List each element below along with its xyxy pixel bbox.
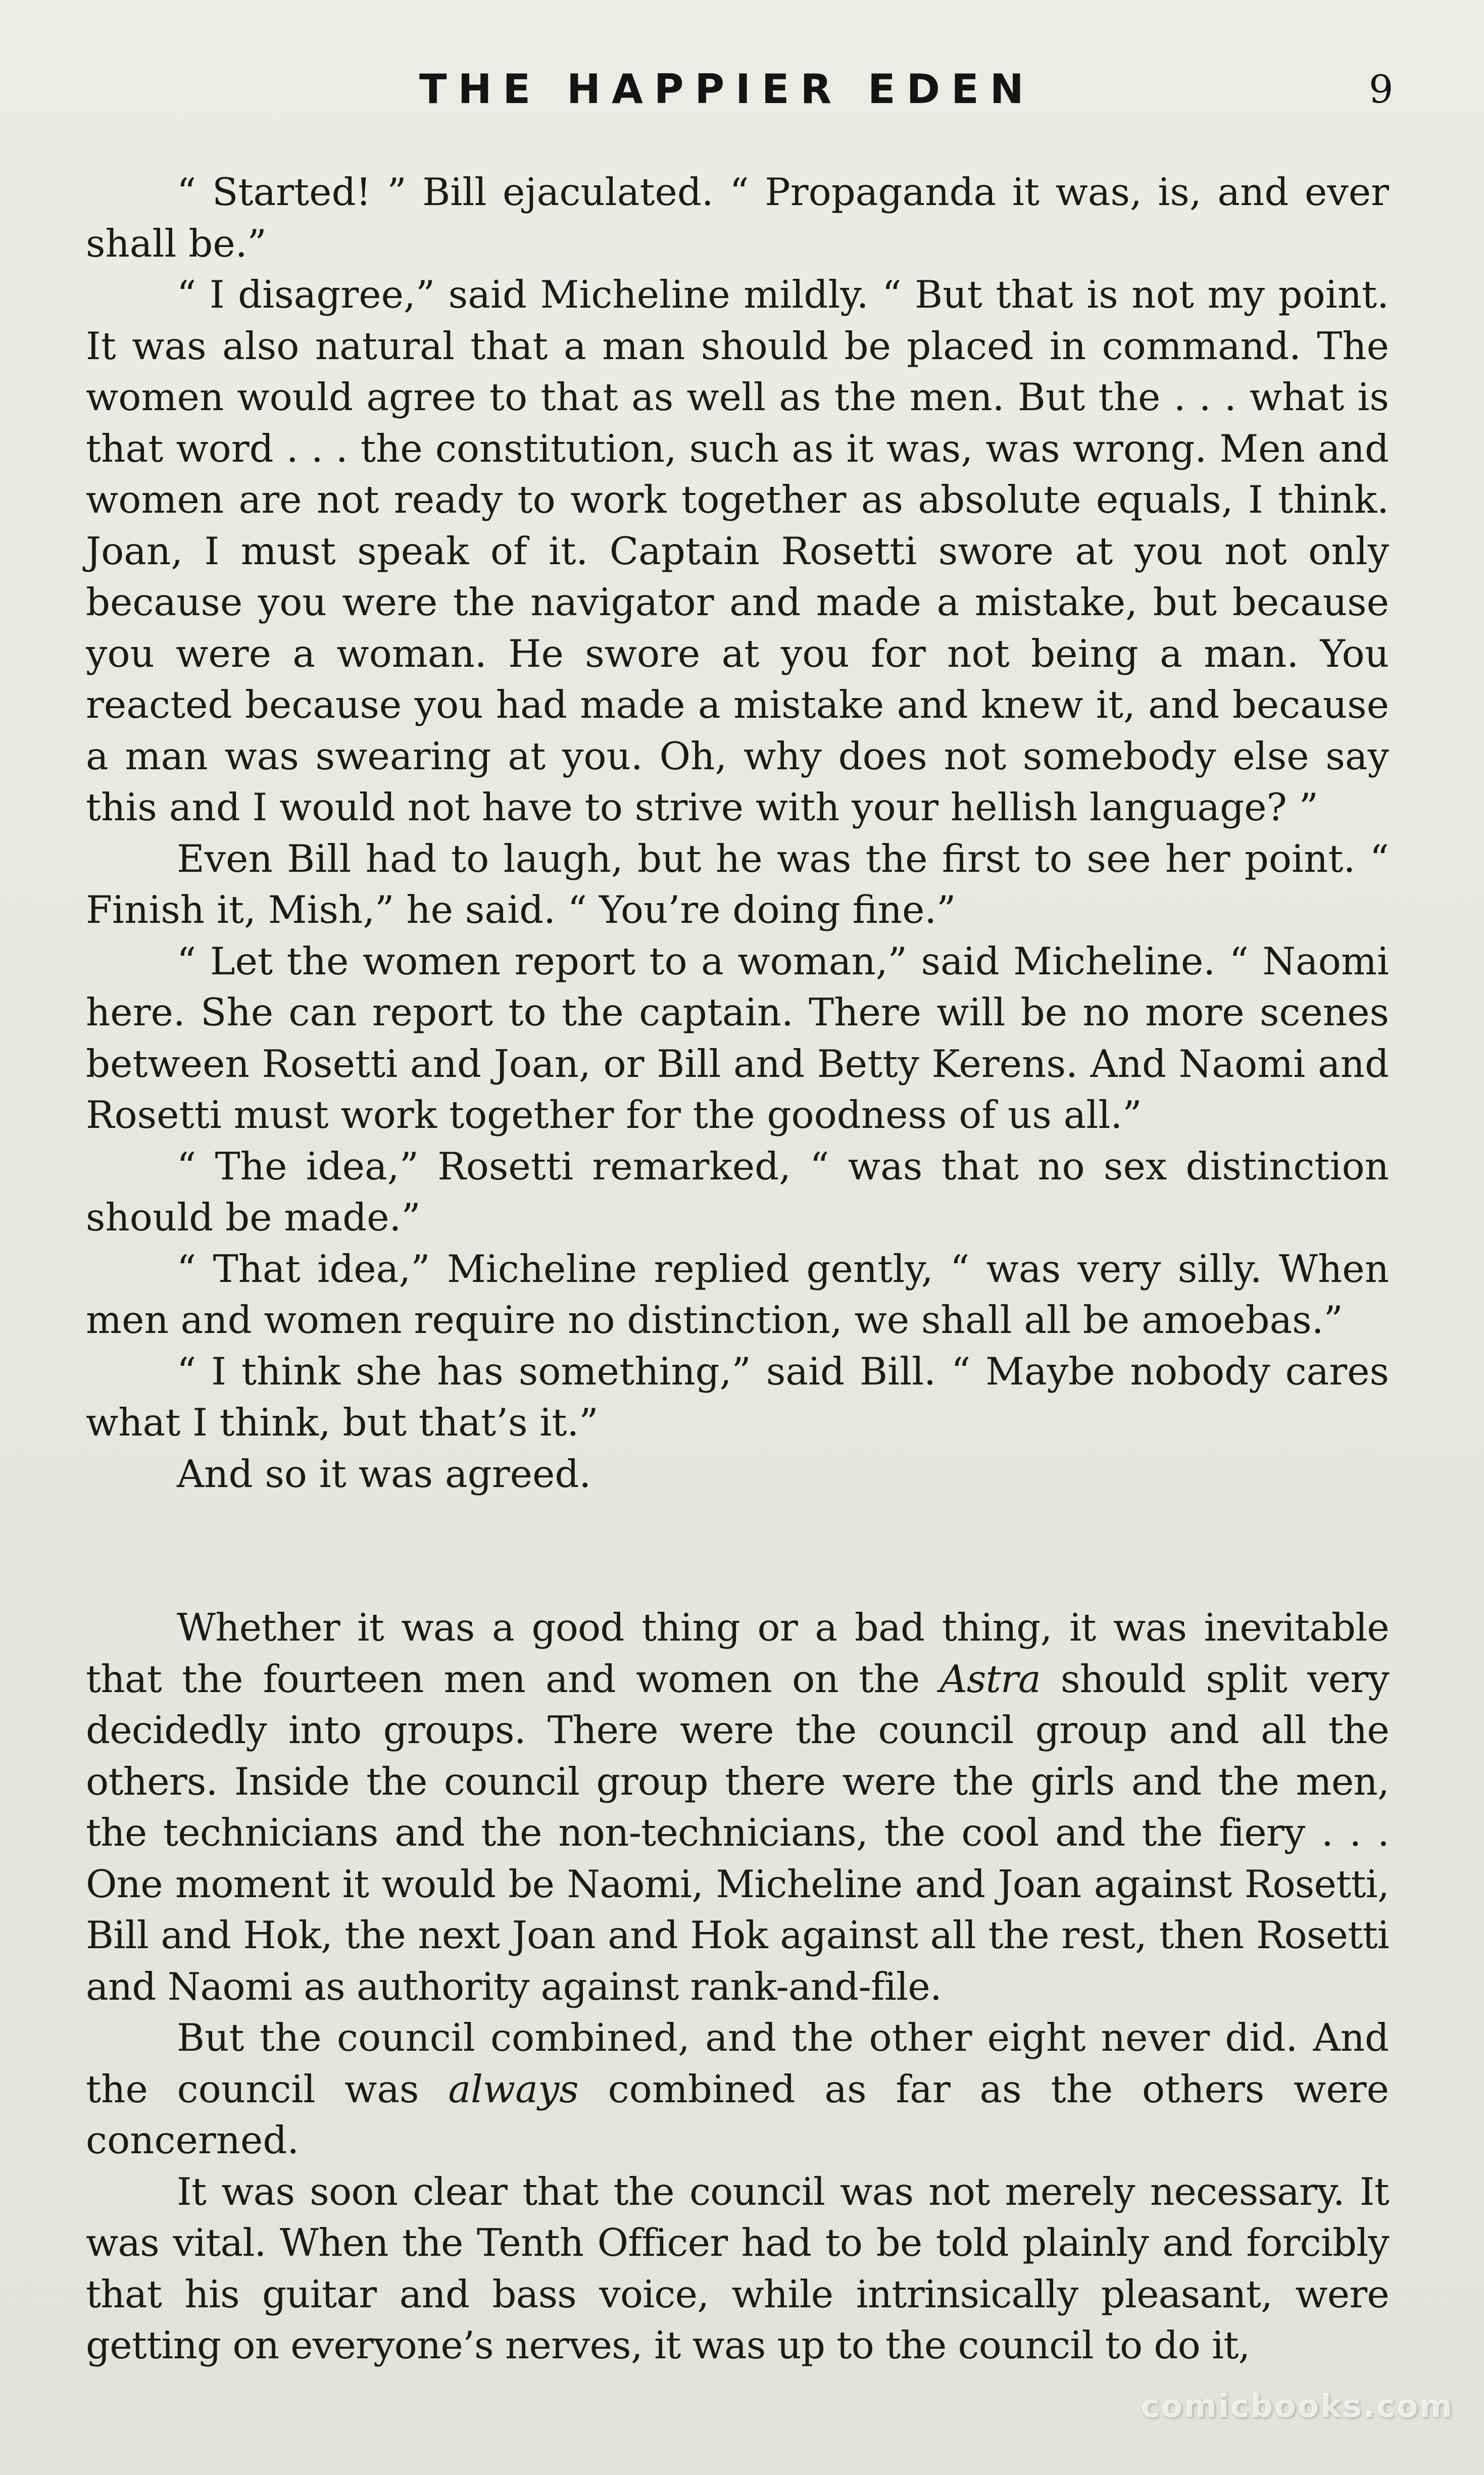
paragraph: And so it was agreed.: [177, 1451, 591, 1496]
paragraph-text: Whether it was a good thing or a bad thing, it was inevitable that the fourteen men and women on the: [86, 1605, 1389, 1701]
paragraph: It was soon clear that the council was not merely necessary. It was vital. When the Tenth Officer had to be told plainly and forcibly that his guitar and bass voice, while intrinsically pleasant, were getting on everyone’s nerves, it was up to the council to do it,: [86, 2169, 1389, 2367]
paragraph: Even Bill had to laugh, but he was the first to see her point. “ Finish it, Mish,” he said. “ You’re doing fine.”: [86, 836, 1389, 932]
body-text: [86, 167, 1389, 2371]
paragraph: “ Let the women report to a woman,” said Micheline. “ Naomi here. She can report to the captain. There will be no more scenes between Rosetti and Joan, or Bill and Betty Kerens. And Naomi and Rosetti must work together for the goodness of us all.”: [86, 938, 1389, 1137]
paragraph: [86, 2012, 1389, 2166]
paragraph-text: combined as far as the others were concerned.: [86, 2066, 1389, 2162]
running-header: [0, 66, 1484, 126]
running-title: THE HAPPIER EDEN: [419, 66, 1035, 113]
paragraph-text: But the council combined, and the other eight never did. And the council was: [86, 2015, 1389, 2111]
paragraph: “ The idea,” Rosetti remarked, “ was that no sex distinction should be made.”: [86, 1144, 1389, 1240]
page-number: 9: [1369, 67, 1394, 112]
emphasis: always: [448, 2066, 579, 2111]
section-break: [86, 1500, 1389, 1602]
paragraph: “ I disagree,” said Micheline mildly. “ But that is not my point. It was also natural that a man should be placed in command. The women would agree to that as well as the men. But the . . . what is that word . . . the constitution, such as it was, was wrong. Men and women are not ready to work together as absolute equals, I think. Joan, I must speak of it. Captain Rosetti swore at you not only because you were the navigator and made a mistake, but because you were a woman. He swore at you for not being a man. You reacted because you had made a mistake and knew it, and because a man was swearing at you. Oh, why does not somebody else say this and I would not have to strive with your hellish language? ”: [86, 272, 1389, 829]
paragraph: “ That idea,” Micheline replied gently, “ was very silly. When men and women require no distinction, we shall all be amoebas.”: [86, 1246, 1389, 1342]
paragraph: “ Started! ” Bill ejaculated. “ Propaganda it was, is, and ever shall be.”: [86, 170, 1389, 266]
paragraph: “ I think she has something,” said Bill. “ Maybe nobody cares what I think, but that’s it.”: [86, 1349, 1389, 1445]
ship-name: Astra: [939, 1656, 1041, 1701]
paragraph: [86, 1602, 1389, 2012]
paragraph-text: should split very decidedly into groups. There were the council group and all the others. Inside the council group there were the girls and the men, the technicians and the non-technicians, the cool and the fiery . . . One moment it would be Naomi, Micheline and Joan against Rosetti, Bill and Hok, the next Joan and Hok against all the rest, then Rosetti and Naomi as authority against rank-and-file.: [86, 1656, 1389, 2009]
watermark: comicbooks.com: [1141, 2388, 1454, 2424]
